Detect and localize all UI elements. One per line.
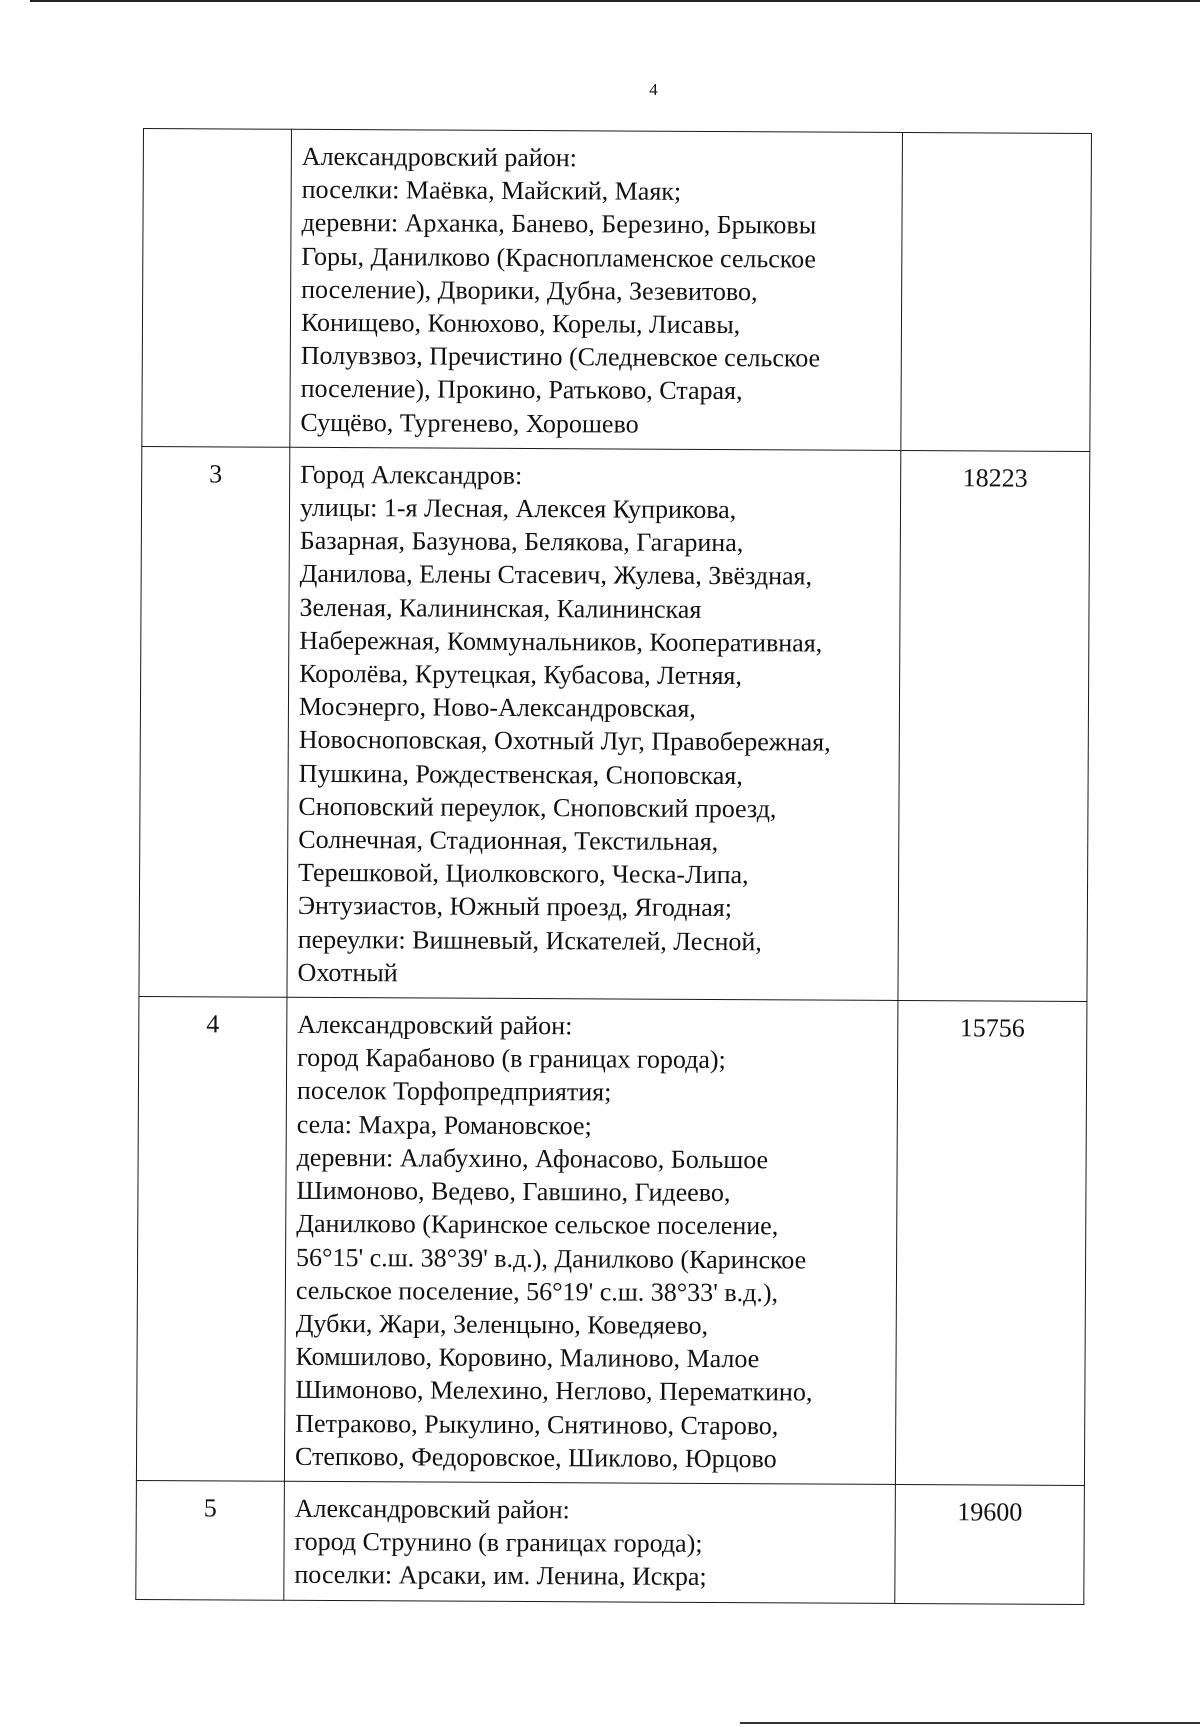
row-number-cell: 5: [136, 1480, 285, 1599]
settlements-line: Данилова, Елены Стасевич, Жулева, Звёздная,: [299, 559, 813, 591]
table-body: [136, 129, 1092, 1604]
settlements-cell: [284, 1481, 896, 1603]
row-number-cell: [142, 129, 292, 448]
settlements-cell: [290, 129, 903, 450]
settlements-line: поселок Торфопредприятия;: [296, 1076, 612, 1107]
settlements-line: Данилково (Каринское сельское поселение,: [296, 1209, 779, 1241]
settlements-line: Петраково, Рыкулино, Снятиново, Старово,: [295, 1408, 779, 1440]
bottom-edge-rule: [740, 1722, 1200, 1724]
settlements-line: Новосноповская, Охотный Луг, Правобережная,: [298, 725, 831, 758]
settlements-line: деревни: Алабухино, Афонасово, Большое: [296, 1142, 769, 1175]
settlements-line: поселки: Маёвка, Майский, Маяк;: [301, 175, 682, 207]
settlements-line: Мосэнерго, Ново-Александровская,: [298, 692, 696, 724]
settlements-line: Пушкина, Рождественская, Сноповская,: [298, 758, 743, 790]
settlements-line: Александровский район:: [301, 141, 577, 173]
population-count-cell: [901, 132, 1092, 451]
population-count-cell: 15756: [895, 1001, 1087, 1486]
settlements-line: 56°15' с.ш. 38°39' в.д.), Данилково (Каринское: [296, 1242, 807, 1274]
settlements-line: деревни: Арханка, Банево, Березино, Брыковы: [301, 208, 817, 240]
settlements-line: Зеленая, Калининская, Калининская: [299, 592, 702, 624]
page-number: 4: [649, 80, 658, 99]
settlements-line: город Струнино (в границах города);: [294, 1526, 703, 1559]
settlements-line: город Карабаново (в границах города);: [297, 1043, 726, 1075]
top-edge-rule: [30, 0, 1200, 2]
settlements-line: Охотный: [297, 957, 398, 988]
settlements-cell: [284, 997, 898, 1484]
settlements-line: Полувзвоз, Пречистино (Следневское сельское: [300, 341, 821, 373]
settlements-line: поселение), Прокино, Ратьково, Старая,: [300, 374, 743, 406]
settlements-line: Степково, Федоровское, Шиклово, Юрцово: [294, 1441, 777, 1474]
settlements-line: Солнечная, Стадионная, Текстильная,: [298, 824, 719, 857]
settlements-line: Королёва, Крутецкая, Кубасова, Летняя,: [299, 658, 742, 691]
row-number-cell: 3: [139, 446, 290, 997]
table-row: [136, 1480, 1085, 1604]
settlements-line: Комшилово, Коровино, Малиново, Малое: [295, 1341, 760, 1374]
settlements-line: переулки: Вишневый, Искателей, Лесной,: [297, 924, 762, 956]
table-row: [139, 446, 1090, 1001]
settlements-line: Шимоново, Мелехино, Неглово, Перематкино,: [295, 1375, 813, 1407]
settlements-line: поселки: Арсаки, им. Ленина, Искра;: [294, 1560, 707, 1592]
settlements-line: Конищево, Конюхово, Корелы, Лисавы,: [300, 307, 741, 340]
settlements-line: Набережная, Коммунальников, Кооперативная,: [299, 625, 823, 658]
settlements-line: Базарная, Базунова, Белякова, Гагарина,: [299, 526, 744, 558]
table-row: [136, 997, 1087, 1486]
settlements-line: поселение), Дворики, Дубна, Зезевитово,: [301, 274, 758, 307]
population-count-cell: 18223: [898, 450, 1090, 1001]
settlements-line: Город Александров:: [300, 459, 523, 490]
row-number-cell: 4: [136, 997, 287, 1482]
settlements-line: улицы: 1-я Лесная, Алексея Куприкова,: [299, 492, 737, 525]
settlements-cell: [287, 447, 901, 1000]
settlements-line: Александровский район:: [294, 1493, 570, 1525]
settlements-line: Горы, Данилково (Краснопламенское сельское: [301, 241, 817, 274]
settlements-line: Сущёво, Тургенево, Хорошево: [300, 407, 639, 439]
settlements-line: сельское поселение, 56°19' с.ш. 38°33' в.д.),: [295, 1275, 779, 1308]
settlements-line: Энтузиастов, Южный проезд, Ягодная;: [297, 891, 733, 923]
settlements-line: Александровский район:: [297, 1009, 573, 1041]
settlements-line: Терешковой, Циолковского, Ческа-Липа,: [298, 858, 749, 890]
population-count-cell: 19600: [895, 1484, 1085, 1604]
settlements-line: Сноповский переулок, Сноповский проезд,: [298, 791, 777, 824]
table-row: [142, 129, 1092, 452]
settlements-line: села: Махра, Романовское;: [296, 1109, 592, 1141]
settlements-line: Дубки, Жари, Зеленцыно, Коведяево,: [295, 1308, 709, 1340]
settlements-line: Шимоново, Ведево, Гавшино, Гидеево,: [296, 1175, 731, 1208]
districts-table: [135, 128, 1092, 1604]
